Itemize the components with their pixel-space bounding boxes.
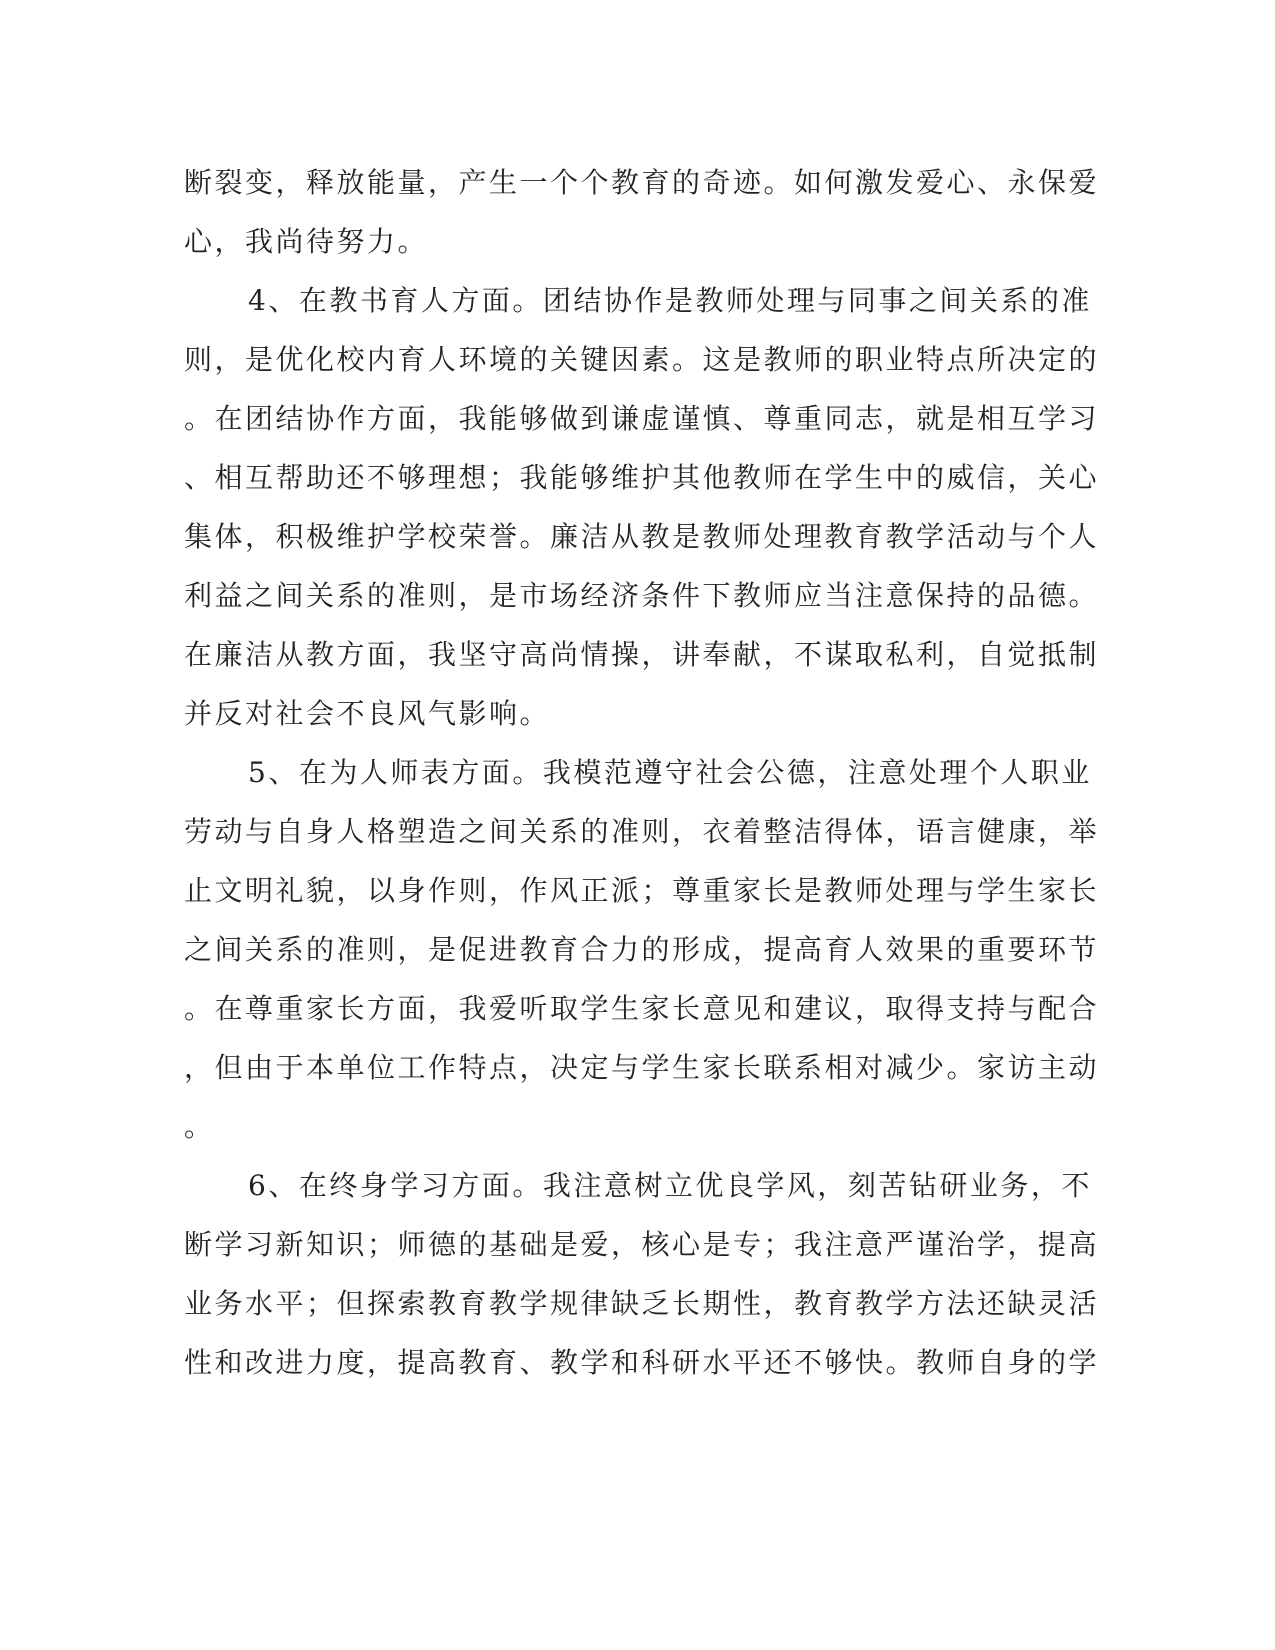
text-line: ，但由于本单位工作特点，决定与学生家长联系相对减少。家访主动 — [184, 1051, 1100, 1084]
text-line: 之间关系的准则，是促进教育合力的形成，提高育人效果的重要环节 — [184, 933, 1100, 966]
document-body — [184, 153, 1100, 1392]
text-line: 断学习新知识；师德的基础是爱，核心是专；我注意严谨治学，提高 — [184, 1228, 1100, 1261]
paragraph-4-first-line: 4、在教书育人方面。团结协作是教师处理与同事之间关系的准 — [248, 284, 1092, 317]
paragraph-6-first-line: 6、在终身学习方面。我注意树立优良学风，刻苦钻研业务，不 — [248, 1169, 1092, 1202]
text-line: 在廉洁从教方面，我坚守高尚情操，讲奉献，不谋取私利，自觉抵制 — [184, 638, 1100, 671]
text-line: 。在团结协作方面，我能够做到谦虚谨慎、尊重同志，就是相互学习 — [184, 402, 1100, 435]
text-line: 性和改进力度，提高教育、教学和科研水平还不够快。教师自身的学 — [184, 1346, 1100, 1379]
text-line: 则，是优化校内育人环境的关键因素。这是教师的职业特点所决定的 — [184, 343, 1100, 376]
paragraph-5-first-line: 5、在为人师表方面。我模范遵守社会公德，注意处理个人职业 — [248, 756, 1092, 789]
text-line: 并反对社会不良风气影响。 — [184, 697, 551, 730]
text-line: 业务水平；但探索教育教学规律缺乏长期性，教育教学方法还缺灵活 — [184, 1287, 1100, 1320]
text-line: 心，我尚待努力。 — [184, 225, 429, 258]
text-line: 劳动与自身人格塑造之间关系的准则，衣着整洁得体，语言健康，举 — [184, 815, 1100, 848]
text-line: 。在尊重家长方面，我爱听取学生家长意见和建议，取得支持与配合 — [184, 992, 1100, 1025]
text-line: 利益之间关系的准则，是市场经济条件下教师应当注意保持的品德。 — [184, 579, 1100, 612]
text-line: 止文明礼貌，以身作则，作风正派；尊重家长是教师处理与学生家长 — [184, 874, 1100, 907]
text-line: 断裂变，释放能量，产生一个个教育的奇迹。如何激发爱心、永保爱 — [184, 166, 1100, 199]
text-line: 、相互帮助还不够理想；我能够维护其他教师在学生中的威信，关心 — [184, 461, 1100, 494]
text-line: 。 — [184, 1110, 215, 1143]
text-line: 集体，积极维护学校荣誉。廉洁从教是教师处理教育教学活动与个人 — [184, 520, 1100, 553]
